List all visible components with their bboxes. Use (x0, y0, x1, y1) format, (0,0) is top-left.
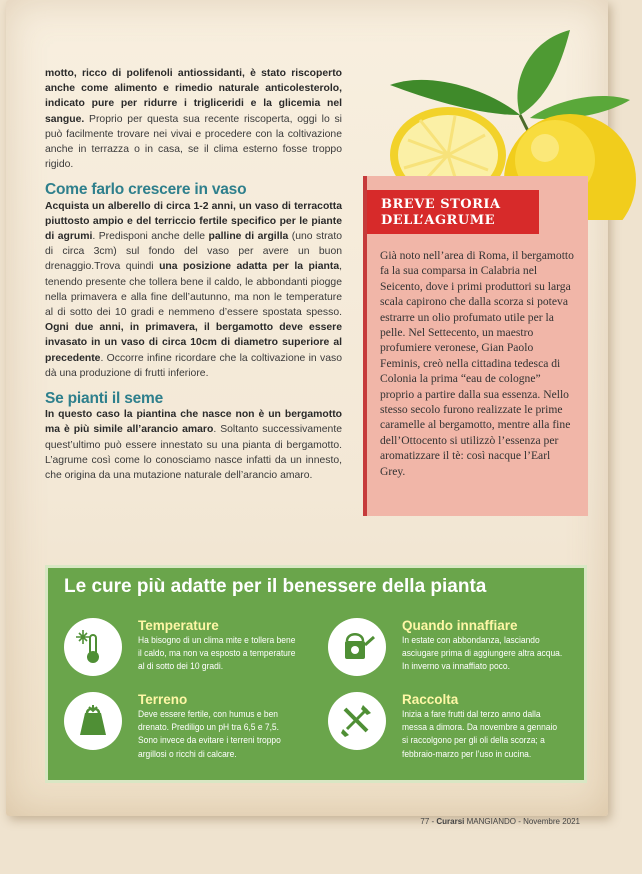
section-heading-vase: Come farlo crescere in vaso (45, 181, 247, 199)
intro-bold: motto, ricco di polifenoli antiossidanti, è stato riscoperto anche come alimento e rimedio naturale anticolesterolo, indicato pure per ridurre i trigliceridi e la glicemia nel sangue. (45, 68, 342, 125)
care-card-watering (328, 618, 578, 684)
history-title (367, 190, 539, 234)
care-card-harvest (328, 692, 578, 758)
care-card-text: Deve essere fertile, con humus e ben drenato. Prediligo un pH tra 6,5 e 7,5. Sono invece da evitare i terreni troppo argillosi o ricchi di calcare. (138, 709, 281, 759)
history-body: Già noto nell’area di Roma, il bergamotto fa la sua comparsa in Calabria nel Seicento, dove i primi produttori su larga scala capirono che dalla scorza si poteva estrarre un olio profumato utile per la pelle. Nel Settecento, un maestro profumiere veronese, Gian Paolo Feminis, creò nella cittadina tedesca di Colonia la prima “eau de cologne” proprio a partire dalla sua essenza. Nello stesso secolo furono realizzate le prime caramelle al bergamotto, mentre alla fine dell’Ottocento si utilizzò l’essenza per aromatizzare il tè: così nacque l’Earl Grey. (380, 249, 574, 478)
vase-text-2: (uno strato di circa 3cm) sul fondo del vaso per avere un buon drenaggio.Trova quindi (45, 231, 342, 273)
seed-text: . Soltanto successivamente quest’ultimo può essere innestato su una pianta di bergamotto. L’agrume così come lo conosciamo nasce infatti da un innesto, che origina da una mutazione naturale dell’arancio amaro. (45, 424, 342, 482)
care-box (45, 565, 587, 783)
thermometer-snowflake-icon (64, 618, 122, 676)
care-card-text: In estate con abbondanza, lasciando asciugare prima di aggiungere altra acqua. In inverno va innaffiato poco. (402, 635, 563, 672)
garden-tools-icon (328, 692, 386, 750)
care-card-temperature (64, 618, 314, 684)
intro-paragraph (45, 66, 342, 172)
section-heading-seed: Se pianti il seme (45, 390, 164, 408)
vase-text-4: . Occorre infine ricordare che la coltivazione in vaso dà una produzione di frutti inferiore. (45, 352, 342, 379)
main-article (45, 66, 342, 483)
page-number: 77 (420, 817, 430, 826)
seed-bold: In questo caso la piantina che nasce non è un bergamotto ma è più simile all’arancio amaro (45, 409, 342, 436)
care-card-title: Quando innaffiare (402, 618, 518, 633)
footer-separator: - (429, 817, 437, 826)
care-card-text: Ha bisogno di un clima mite e tollera bene il caldo, ma non va esposto a temperature al di sotto dei 10 gradi. (138, 635, 296, 672)
page-footer (420, 817, 580, 826)
vase-bold-1: Acquista un alberello di circa 1-2 anni, un vaso di terracotta piuttosto ampio e del terriccio fertile specifico per le piante di agrumi (45, 200, 342, 243)
care-title: Le cure più adatte per il benessere della pianta (64, 576, 487, 597)
care-card-text: Inizia a fare frutti dal terzo anno dalla messa a dimora. Da novembre a gennaio si raccolgono per gli oli della scorza; a febbraio-marzo per l’uso in cucina. (402, 709, 558, 759)
intro-text: Proprio per questa sua recente riscoperta, oggi lo si può facilmente trovare nei vivai e procedere con la coltivazione anche in terrazza o in casa, se il clima esterno fosse troppo rigido. (45, 113, 342, 171)
vase-paragraph (45, 199, 342, 381)
footer-date: - Novembre 2021 (515, 817, 580, 826)
seed-paragraph (45, 407, 342, 483)
soil-bag-icon (64, 692, 122, 750)
vase-text-1: . Predisponi anche delle (92, 231, 209, 243)
watering-can-icon (328, 618, 386, 676)
history-title-line1: BREVE STORIA (381, 197, 501, 212)
footer-brand: Curarsi (436, 817, 465, 826)
care-card-title: Terreno (138, 692, 188, 707)
vase-bold-4: Ogni due anni, in primavera, il bergamotto deve essere invasato in un vaso di circa 10cm di diametro superiore al precedente (45, 322, 342, 364)
vase-bold-3: una posizione adatta per la pianta (159, 261, 340, 273)
care-card-title: Raccolta (402, 692, 459, 707)
care-card-soil (64, 692, 314, 758)
footer-brand-2: MANGIANDO (464, 817, 516, 826)
history-title-line2: DELL’AGRUME (381, 213, 496, 228)
vase-text-3: , tenendo presente che tollera bene il caldo, le abbondanti piogge nella primavera e alla fine dell’autunno, ma non le temperature al di sotto dei 10 gradi e nemmeno d’essere spostata spesso. (45, 261, 342, 319)
history-box (363, 176, 588, 516)
care-card-title: Temperature (138, 618, 219, 633)
vase-bold-2: palline di argilla (208, 231, 289, 243)
